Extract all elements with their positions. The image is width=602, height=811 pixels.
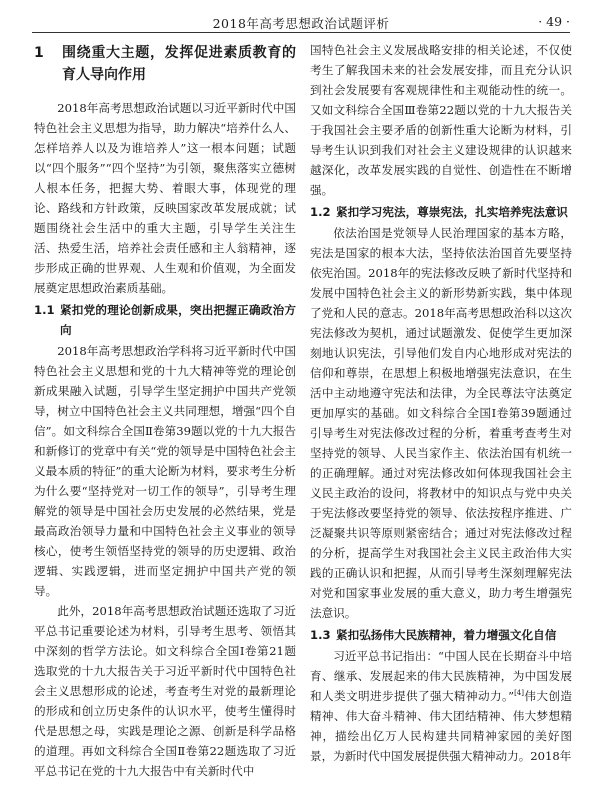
subsection-number: 1.2 xyxy=(310,205,331,219)
subsection-title: 紧扣学习宪法，尊崇宪法，扎实培养宪法意识 xyxy=(336,205,568,219)
paragraph: 依法治国是党领导人民治理国家的基本方略，宪法是国家的根本大法，坚持依法治国首先要坚持依宪治国。2018年的宪法修改反映了新时代坚持和发展中国特色社会主义的新形势新实践，集中体现了党和人民的意志。2018年高考思想政治科以这次宪法修改为契机，通过试题激发、促使学生更加深刻地认识宪法，引导他们发自内心地形成对宪法的信仰和尊崇，在思想上积极地增强宪法意识，在生活中主动地遵守宪法和法律，为全民尊法守法奠定更加厚实的基础。如文科综合全国Ⅰ卷第39题通过引导考生对宪法修改过程的分析，着重考查考生对坚持党的领导、人民当家作主、依法治国有机统一的正确理解。通过对宪法修改如何体现我国社会主义民主政治的设问，将教材中的知识点与党中央关于宪法修改要坚持党的领导、依法按程序推进、广泛凝聚共识等原则紧密结合；通过对宪法修改过程的分析，提高学生对我国社会主义民主政治伟大实践的正确认识和把握，从而引导考生深刻理解宪法对党和国家事业发展的重大意义，助力考生增强宪法意识。 xyxy=(310,226,572,620)
header-rule xyxy=(32,32,570,33)
subsection-title: 紧扣党的理论创新成果，突出把握正确政治方向 xyxy=(60,303,296,337)
paragraph-continued: 国特色社会主义发展战略安排的相关论述，不仅使考生了解我国未来的社会发展安排，而且充分认识到社会发展要有客观规律性和主观能动性的统一。又如文科综合全国Ⅲ卷第22题以党的十九大报告关于我国社会主要矛盾的创新性重大论断为材料，引导考生认识到我们对社会主义建设规律的认识越来越深化，改革发展实践的自觉性、创造性在不断增强。 xyxy=(310,43,572,197)
paragraph: 2018年高考思想政治试题以习近平新时代中国特色社会主义思想为指导，助力解决“培养什么人、怎样培养人以及为谁培养人”这一根本问题；试题以“四个服务”“四个坚持”为引领，聚焦落实立德树人根本任务，把握大势、着眼大事，体现党的理论、路线和方针政策，反映国家改革发展成就；试题围绕社会生活中的重大主题，引导学生关注生活、热爱生活，培养社会责任感和主人翁精神，逐步形成正确的世界观、人生观和价值观，为全面发展奠定思想政治素质基础。 xyxy=(34,101,296,295)
subsection-number: 1.3 xyxy=(310,628,331,642)
subsection-heading-1-2 xyxy=(310,202,572,222)
left-column xyxy=(34,40,296,781)
subsection-number: 1.1 xyxy=(34,303,55,317)
subsection-title: 紧扣弘扬伟大民族精神，着力增强文化自信 xyxy=(336,628,557,642)
section-heading-1 xyxy=(34,42,296,86)
citation-reference: [4] xyxy=(514,689,524,698)
subsection-heading-1-3 xyxy=(310,625,572,645)
quote-text: 习近平总书记指出：“中国人民在长期奋斗中培育、继承、发展起来的伟大民族精神，为中国发展和人类文明进步提供了强大精神动力。” xyxy=(310,649,572,703)
section-number: 1 xyxy=(34,45,44,61)
paragraph: 此外，2018年高考思想政治试题还选取了习近平总书记重要论述为材料，引导考生思考、领悟其中深刻的哲学方法论。如文科综合全国Ⅰ卷第21题选取党的十九大报告关于习近平新时代中国特色社会主义思想形成的论述，考查考生对党的最新理论的形成和创立历史条件的认识水平，使考生懂得时代是思想之母，实践是理论之源、创新是科学品格的道理。再如文科综合全国Ⅱ卷第22题选取了习近平总书记在党的十九大报告中有关新时代中 xyxy=(34,604,296,778)
paragraph: 2018年高考思想政治学科将习近平新时代中国特色社会主义思想和党的十九大精神等党的理论创新成果融入试题，引导学生坚定拥护中国共产党领导，树立中国特色社会主义共同理想，增强“四个自信”。如文科综合全国Ⅱ卷第39题以党的十九大报告和新修订的党章中有关“党的领导是中国特色社会主义最本质的特征”的重大论断为材料，要求考生分析为什么要“坚持党对一切工作的领导”，引导考生理解党的领导是中国社会历史发展的必然结果，党是最高政治领导力量和中国特色社会主义事业的领导核心，使考生领悟坚持党的领导的历史逻辑、政治逻辑、实践逻辑，进而坚定拥护中国共产党的领导。 xyxy=(34,344,296,598)
subsection-heading-1-1 xyxy=(34,300,296,340)
page-number: · 49 · xyxy=(538,14,570,29)
paragraph xyxy=(310,646,572,766)
paragraph-text: 伟大创造精神、伟大奋斗精神、伟大团结精神、伟大梦想精神，描绘出亿万人民构建共同精神家园的美好图景，为新时代中国发展提供强大精神动力。2018年 xyxy=(310,689,572,763)
right-column xyxy=(310,40,572,766)
section-title: 围绕重大主题，发挥促进素质教育的育人导向作用 xyxy=(62,45,296,83)
running-header-title: 2018年高考思想政治试题评析 xyxy=(212,16,390,31)
